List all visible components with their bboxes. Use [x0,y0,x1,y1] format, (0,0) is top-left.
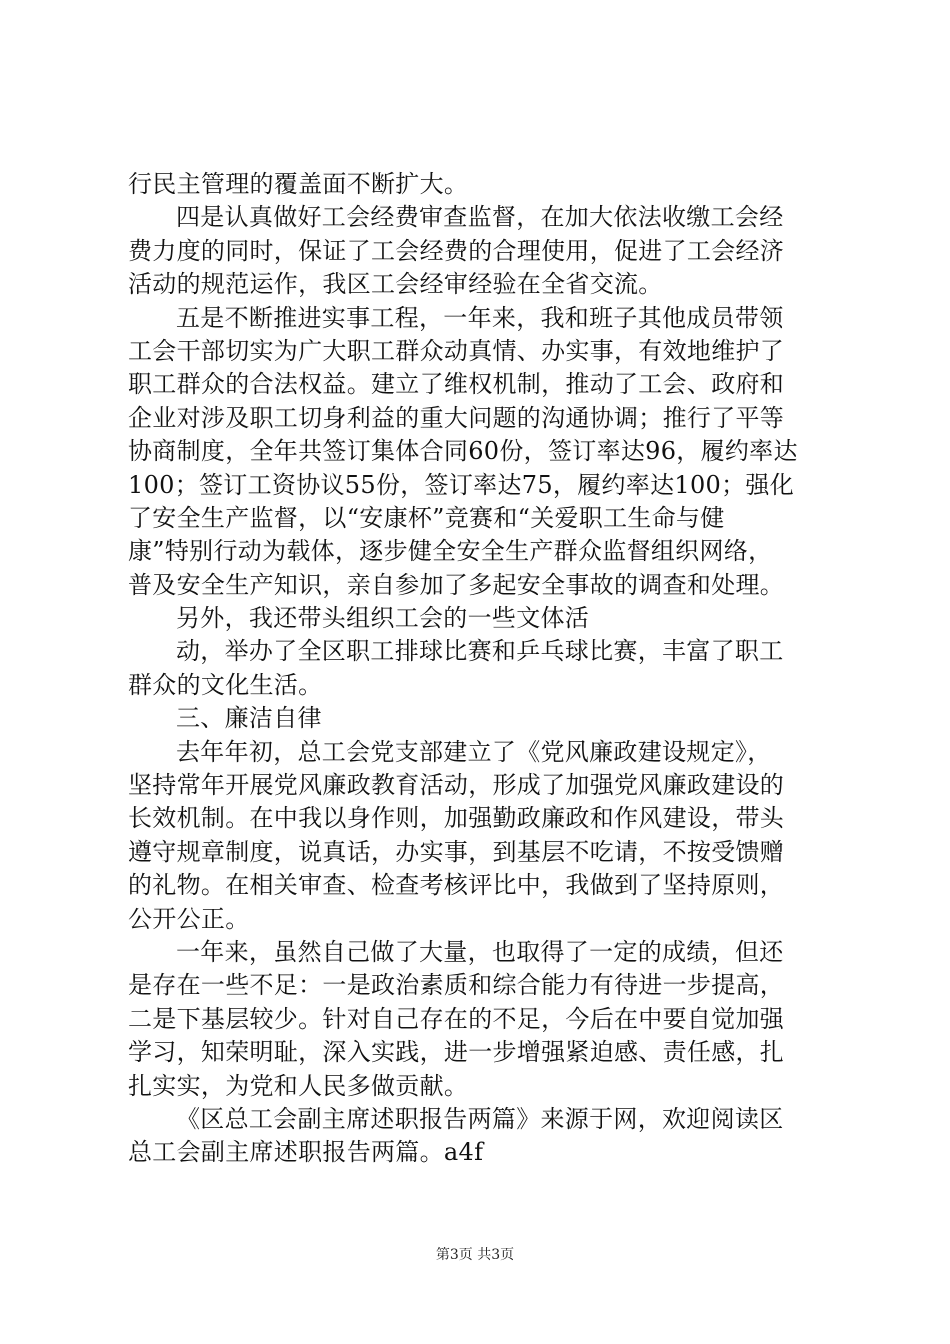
text-line: 二是下基层较少。针对自己存在的不足，今后在中要自觉加强 [128,1004,785,1033]
text-line: 的礼物。在相关审查、检查考核评比中，我做到了坚持原则， [128,871,785,900]
text-line: 《区总工会副主席述职报告两篇》来源于网，欢迎阅读区 [176,1104,784,1133]
text-line: 100；签订工资协议55份，签订率达75，履约率达100；强化 [128,470,794,499]
text-line: 康”特别行动为载体，逐步健全安全生产群众监督组织网络， [128,537,773,566]
document-body [128,168,828,1170]
text-line: 学习，知荣明耻，深入实践，进一步增强紧迫感、责任感，扎 [128,1038,785,1067]
text-line: 长效机制。在中我以身作则，加强勤政廉政和作风建设，带头 [128,804,785,833]
text-line: 三、廉洁自律 [176,704,322,733]
text-line: 扎实实，为党和人民多做贡献。 [128,1071,469,1100]
text-line: 另外，我还带头组织工会的一些文体活 [176,604,590,633]
text-line: 坚持常年开展党风廉政教育活动，形成了加强党风廉政建设的 [128,771,785,800]
page-footer: 第3页 共3页 [435,1247,515,1263]
text-line: 总工会副主席述职报告两篇。a4f [128,1138,484,1167]
text-line: 活动的规范运作，我区工会经审经验在全省交流。 [128,270,663,299]
text-line: 群众的文化生活。 [128,670,323,699]
text-line: 去年年初，总工会党支部建立了《党风廉政建设规定》， [176,737,772,766]
text-line: 公开公正。 [128,904,250,933]
text-line: 遵守规章制度，说真话，办实事，到基层不吃请，不按受馈赠 [128,837,785,866]
text-line: 四是认真做好工会经费审查监督，在加大依法收缴工会经 [176,203,784,232]
text-line: 五是不断推进实事工程，一年来，我和班子其他成员带领 [176,303,784,332]
text-line: 协商制度，全年共签订集体合同60份，签订率达96，履约率达 [128,437,798,466]
text-line: 行民主管理的覆盖面不断扩大。 [128,170,469,198]
text-line: 普及安全生产知识，亲自参加了多起安全事故的调查和处理。 [128,570,785,599]
text-line: 是存在一些不足：一是政治素质和综合能力有待进一步提高， [128,971,785,1000]
text-line: 企业对涉及职工切身利益的重大问题的沟通协调；推行了平等 [128,403,785,432]
text-line: 一年来，虽然自己做了大量，也取得了一定的成绩，但还 [176,937,784,966]
text-line: 职工群众的合法权益。建立了维权机制，推动了工会、政府和 [128,370,785,399]
text-line: 费力度的同时，保证了工会经费的合理使用，促进了工会经济 [128,236,785,265]
text-line: 动，举办了全区职工排球比赛和乒乓球比赛，丰富了职工 [176,637,784,666]
text-line: 了安全生产监督，以“安康杯”竞赛和“关爱职工生命与健 [128,503,725,532]
text-line: 工会干部切实为广大职工群众动真情、办实事，有效地维护了 [128,336,785,365]
